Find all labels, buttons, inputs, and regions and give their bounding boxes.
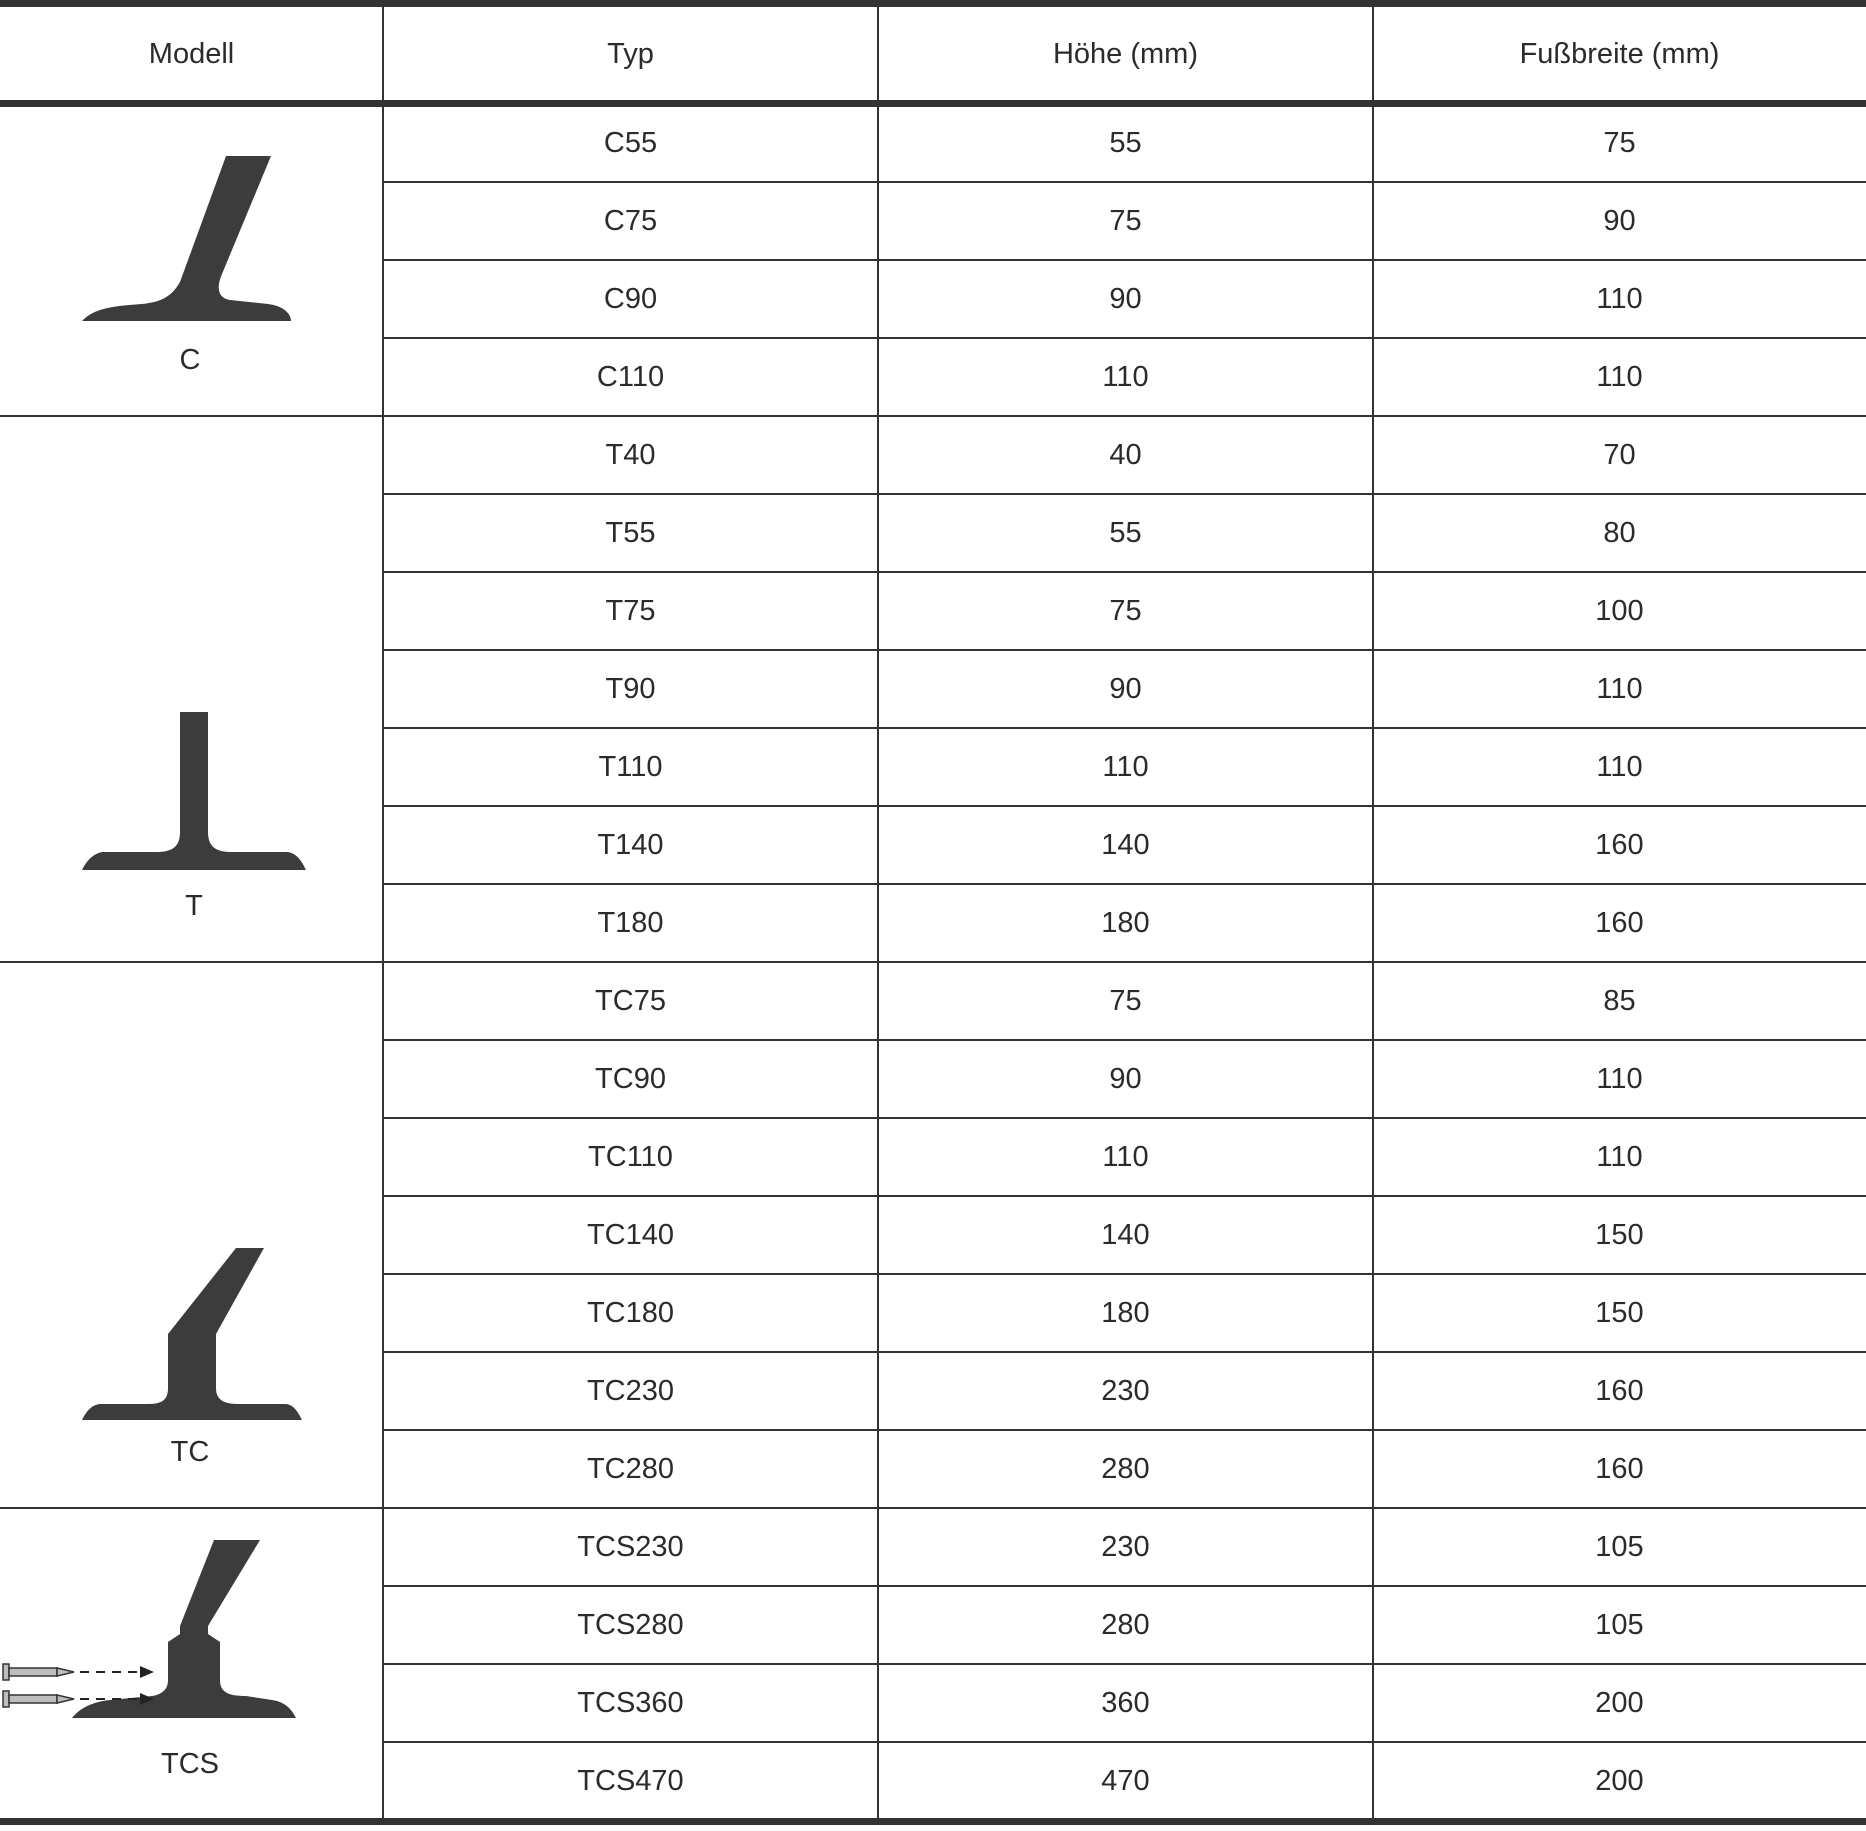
foot-width-cell: 90	[1603, 204, 1636, 237]
height-cell: 470	[1101, 1764, 1150, 1797]
angled-profile-icon	[58, 146, 298, 346]
height-cell: 55	[1109, 126, 1142, 159]
height-cell: 110	[1102, 360, 1149, 393]
height-cell: 110	[1102, 1140, 1149, 1173]
tcs-profile-with-screws-icon	[0, 1530, 320, 1750]
height-cell: 55	[1109, 516, 1142, 549]
model-label: C	[179, 344, 201, 376]
height-cell: 40	[1109, 438, 1142, 471]
height-cell: 140	[1101, 828, 1150, 861]
height-cell: 360	[1101, 1686, 1150, 1719]
height-cell: 75	[1109, 204, 1142, 237]
foot-width-cell: 160	[1595, 828, 1644, 861]
height-cell: 90	[1109, 282, 1142, 315]
type-cell: TCS280	[577, 1608, 684, 1641]
foot-width-cell: 150	[1595, 1296, 1644, 1329]
height-cell: 280	[1101, 1452, 1150, 1485]
height-cell: 180	[1101, 906, 1150, 939]
foot-width-cell: 160	[1595, 906, 1644, 939]
foot-width-cell: 200	[1595, 1764, 1644, 1797]
height-cell: 75	[1109, 984, 1142, 1017]
model-label: TC	[170, 1436, 210, 1468]
type-cell: TC140	[586, 1218, 675, 1251]
top-rule	[0, 0, 1866, 7]
t-profile-icon	[80, 702, 320, 892]
type-cell: TC180	[586, 1296, 675, 1329]
foot-width-cell: 75	[1603, 126, 1636, 159]
height-cell: 230	[1101, 1530, 1150, 1563]
foot-width-cell: 80	[1603, 516, 1636, 549]
type-cell: TC110	[588, 1140, 673, 1173]
height-cell: 280	[1101, 1608, 1150, 1641]
type-cell: T90	[605, 672, 656, 705]
foot-width-cell: 85	[1603, 984, 1636, 1017]
type-cell: TC75	[595, 984, 666, 1017]
height-cell: 110	[1102, 750, 1149, 783]
type-cell: TC90	[595, 1062, 666, 1095]
foot-width-cell: 70	[1603, 438, 1636, 471]
model-label: T	[185, 890, 203, 922]
foot-width-cell: 110	[1596, 282, 1643, 315]
foot-width-cell: 110	[1596, 1062, 1643, 1095]
foot-width-cell: 160	[1595, 1374, 1644, 1407]
type-cell: T75	[605, 594, 656, 627]
foot-width-cell: 105	[1595, 1530, 1644, 1563]
type-cell: C90	[603, 282, 658, 315]
type-cell: T40	[605, 438, 656, 471]
height-cell: 90	[1109, 1062, 1142, 1095]
header-model: Modell	[148, 37, 235, 70]
height-cell: 230	[1101, 1374, 1150, 1407]
foot-width-cell: 200	[1595, 1686, 1644, 1719]
foot-width-cell: 110	[1596, 672, 1643, 705]
model-label: TCS	[161, 1748, 219, 1780]
height-cell: 180	[1101, 1296, 1150, 1329]
type-cell: TCS470	[577, 1764, 684, 1797]
foot-width-cell: 110	[1596, 750, 1643, 783]
type-cell: C55	[603, 126, 658, 159]
type-cell: TC230	[586, 1374, 675, 1407]
type-cell: C75	[603, 204, 658, 237]
type-cell: T180	[597, 906, 664, 939]
foot-width-cell: 160	[1595, 1452, 1644, 1485]
type-cell: TC280	[586, 1452, 675, 1485]
type-cell: TCS230	[577, 1530, 684, 1563]
type-cell: T55	[605, 516, 656, 549]
type-cell: T110	[598, 750, 663, 783]
height-cell: 75	[1109, 594, 1142, 627]
height-cell: 140	[1101, 1218, 1150, 1251]
height-cell: 90	[1109, 672, 1142, 705]
foot-width-cell: 105	[1595, 1608, 1644, 1641]
header-type: Typ	[607, 37, 654, 70]
foot-width-cell: 150	[1595, 1218, 1644, 1251]
header-height: Höhe (mm)	[1052, 37, 1198, 70]
foot-width-cell: 100	[1595, 594, 1644, 627]
tc-profile-icon	[78, 1238, 318, 1438]
foot-width-cell: 110	[1596, 1140, 1643, 1173]
type-cell: T140	[597, 828, 664, 861]
type-cell: C110	[596, 360, 665, 393]
header-foot-width: Fußbreite (mm)	[1519, 37, 1720, 70]
foot-width-cell: 110	[1596, 360, 1643, 393]
type-cell: TCS360	[577, 1686, 684, 1719]
